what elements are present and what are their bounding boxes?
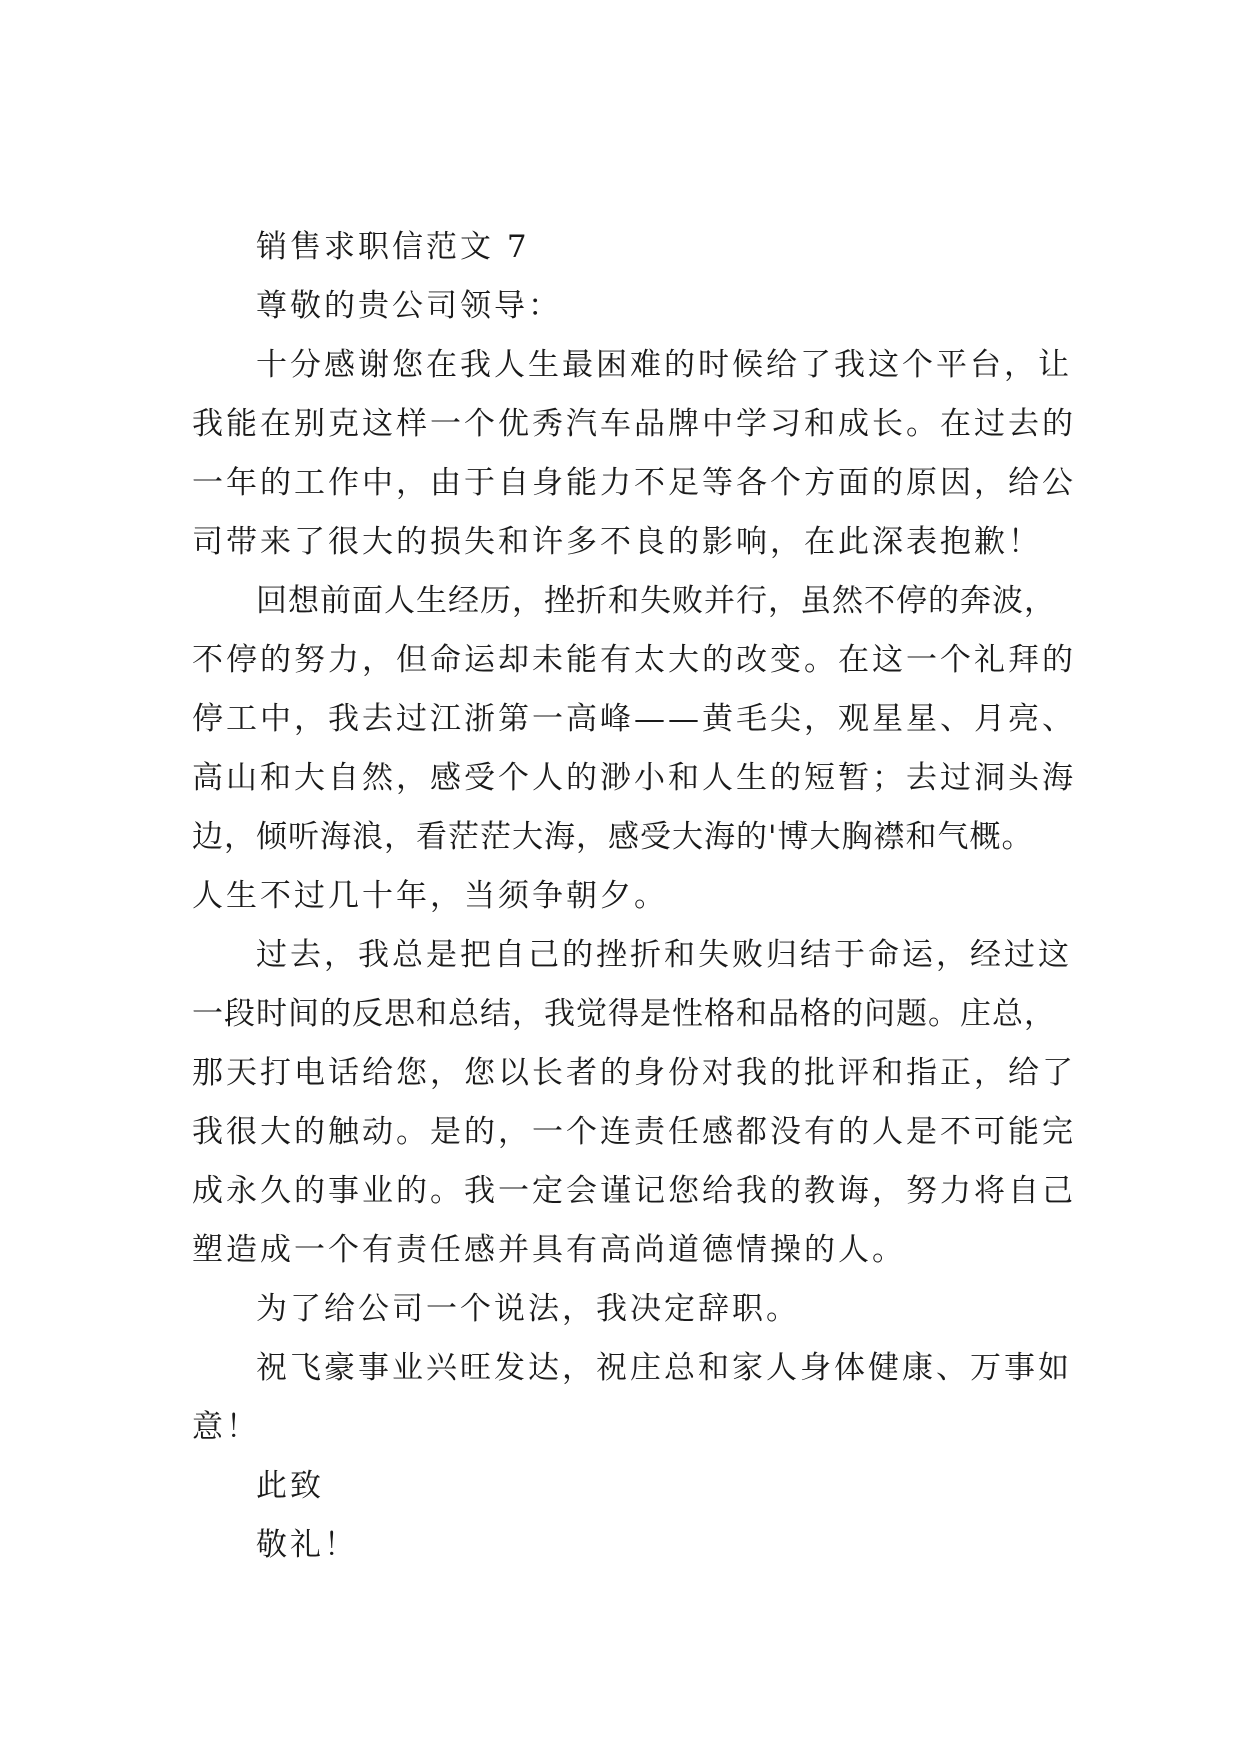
paragraph-line: 停工中，我去过江浙第一高峰——黄毛尖，观星星、月亮、	[192, 701, 1076, 737]
closing-line: 敬礼！	[256, 1527, 358, 1563]
paragraph-line: 那天打电话给您，您以长者的身份对我的批评和指正，给了	[192, 1055, 1076, 1091]
closing-line: 此致	[256, 1468, 324, 1504]
paragraph-line: 人生不过几十年，当须争朝夕。	[192, 878, 668, 914]
paragraph-line: 十分感谢您在我人生最困难的时候给了我这个平台，让	[256, 347, 1072, 383]
paragraph-line: 我很大的触动。是的，一个连责任感都没有的人是不可能完	[192, 1114, 1076, 1150]
paragraph-line: 高山和大自然，感受个人的渺小和人生的短暂；去过洞头海	[192, 760, 1076, 796]
document-title: 销售求职信范文 7	[256, 229, 530, 265]
paragraph-line: 为了给公司一个说法，我决定辞职。	[256, 1291, 800, 1327]
paragraph-line: 过去，我总是把自己的挫折和失败归结于命运，经过这	[256, 937, 1072, 973]
paragraph-line: 司带来了很大的损失和许多不良的影响，在此深表抱歉！	[192, 524, 1042, 560]
paragraph-line: 回想前面人生经历，挫折和失败并行，虽然不停的奔波，	[256, 583, 1056, 619]
salutation: 尊敬的贵公司领导：	[256, 288, 562, 324]
paragraph-line: 我能在别克这样一个优秀汽车品牌中学习和成长。在过去的	[192, 406, 1076, 442]
paragraph-line: 不停的努力，但命运却未能有太大的改变。在这一个礼拜的	[192, 642, 1076, 678]
paragraph-line: 成永久的事业的。我一定会谨记您给我的教诲，努力将自己	[192, 1173, 1076, 1209]
paragraph-line: 一段时间的反思和总结，我觉得是性格和品格的问题。庄总，	[192, 996, 1056, 1032]
paragraph-line: 一年的工作中，由于自身能力不足等各个方面的原因，给公	[192, 465, 1076, 501]
paragraph-line: 塑造成一个有责任感并具有高尚道德情操的人。	[192, 1232, 906, 1268]
paragraph-line: 边，倾听海浪，看茫茫大海，感受大海的'博大胸襟和气概。	[192, 819, 1034, 855]
paragraph-line: 意！	[192, 1409, 260, 1445]
paragraph-line: 祝飞豪事业兴旺发达，祝庄总和家人身体健康、万事如	[256, 1350, 1072, 1386]
